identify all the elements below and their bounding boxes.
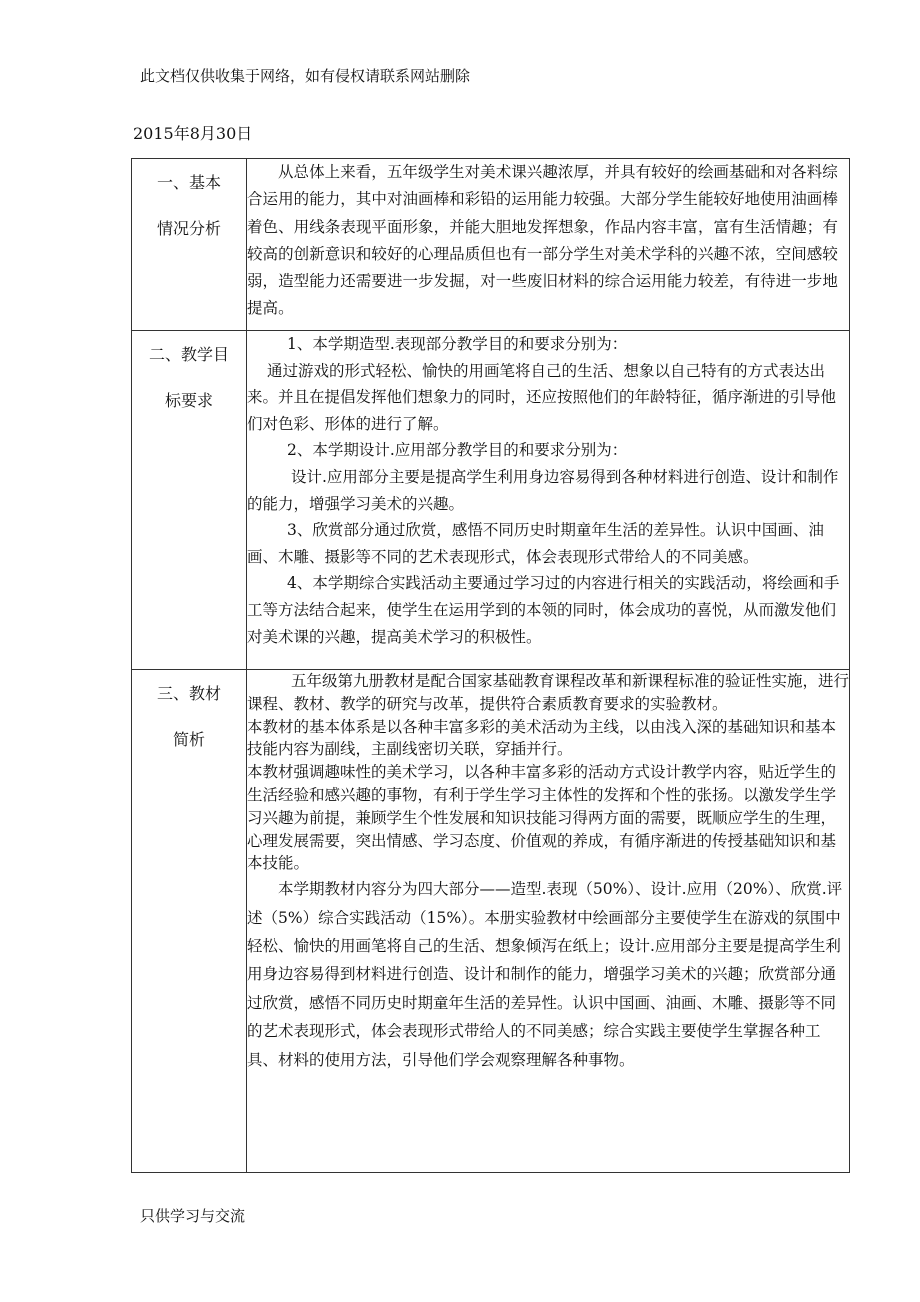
paragraph: 1、本学期造型.表现部分教学目的和要求分别为： bbox=[287, 335, 628, 353]
table-row-textbook-analysis bbox=[132, 670, 850, 1173]
row-content-textbook-analysis bbox=[247, 670, 850, 1173]
paragraph: 五年级第九册教材是配合国家基础教育课程改革和新课程标准的验证性实施，进行课程、教材、教学的研究与改革，提供符合素质教育要求的实验教材。 bbox=[247, 672, 850, 713]
row-content-teaching-goals bbox=[247, 331, 850, 670]
footer-note: 只供学习与交流 bbox=[140, 1207, 246, 1225]
row-content-basic-situation bbox=[247, 159, 850, 331]
table-row-basic-situation bbox=[132, 159, 850, 331]
paragraph: 本学期教材内容分为四大部分——造型.表现（50%）、设计.应用（20%）、欣赏.评述（5%）综合实践活动（15%）。本册实验教材中绘画部分主要使学生在游戏的氛围中轻松、愉快的用画笔将自己的生活、想象倾泻在纸上；设计.应用部分主要是提高学生利用身边容易得到材料进行创造、设计和制作的能力，增强学习美术的兴趣；欣赏部分通过欣赏，感悟不同历史时期童年生活的差异性。认识中国画、油画、木雕、摄影等不同的艺术表现形式，体会表现形式带给人的不同美感；综合实践主要使学生掌握各种工具、材料的使用方法，引导他们学会观察理解各种事物。 bbox=[247, 880, 843, 1069]
row-label-line1: 二、教学目 bbox=[148, 345, 229, 364]
row-label-basic-situation bbox=[132, 159, 247, 331]
row-label-line2: 简析 bbox=[172, 730, 205, 749]
paragraph: 4、本学期综合实践活动主要通过学习过的内容进行相关的实践活动，将绘画和手工等方法结合起来，使学生在运用学到的本领的同时，体会成功的喜悦，从而激发他们对美术课的兴趣，提高美术学习的积极性。 bbox=[247, 574, 840, 646]
teaching-plan-table bbox=[131, 158, 850, 1173]
row-label-line1: 三、教材 bbox=[156, 684, 221, 703]
paragraph: 3、欣赏部分通过欣赏，感悟不同历史时期童年生活的差异性。认识中国画、油画、木雕、摄影等不同的艺术表现形式，体会表现形式带给人的不同美感。 bbox=[247, 521, 824, 566]
paragraph: 本教材的基本体系是以各种丰富多彩的美术活动为主线，以由浅入深的基础知识和基本技能内容为副线，主副线密切关联，穿插并行。 bbox=[247, 717, 837, 759]
row-label-line2: 情况分析 bbox=[156, 219, 221, 238]
paragraph: 2、本学期设计.应用部分教学目的和要求分别为： bbox=[287, 441, 628, 460]
document-date: 2015年8月30日 bbox=[133, 124, 253, 143]
table-row-teaching-goals bbox=[132, 331, 850, 670]
paragraph: 从总体上来看，五年级学生对美术课兴趣浓厚，并具有较好的绘画基础和对各料综合运用的能力，其中对油画棒和彩铅的运用能力较强。大部分学生能较好地使用油画棒着色、用线条表现平面形象，并能大胆地发挥想象，作品内容丰富，富有生活情趣；有较高的创新意识和较好的心理品质但也有一部分学生对美术学科的兴趣不浓，空间感较弱，造型能力还需要进一步发掘，对一些废旧材料的综合运用能力较差，有待进一步地提高。 bbox=[247, 163, 838, 318]
paragraph: 通过游戏的形式轻松、愉快的用画笔将自己的生活、想象以自己特有的方式表达出来。并且在提倡发挥他们想象力的同时，还应按照他们的年龄特征，循序渐进的引导他们对色彩、形体的进行了解。 bbox=[247, 361, 837, 433]
row-label-teaching-goals bbox=[132, 331, 247, 670]
header-disclaimer: 此文档仅供收集于网络，如有侵权请联系网站删除 bbox=[140, 67, 471, 85]
paragraph: 设计.应用部分主要是提高学生利用身边容易得到各种材料进行创造、设计和制作的能力，增强学习美术的兴趣。 bbox=[247, 467, 839, 513]
row-label-textbook-analysis bbox=[132, 670, 247, 1173]
paragraph: 本教材强调趣味性的美术学习，以各种丰富多彩的活动方式设计教学内容，贴近学生的生活经验和感兴趣的事物，有利于学生学习主体性的发挥和个性的张扬。以激发学生学习兴趣为前提，兼顾学生个性发展和知识技能习得两方面的需要，既顺应学生的生理，心理发展需要，突出情感、学习态度、价值观的养成，有循序渐进的传授基础知识和基本技能。 bbox=[247, 763, 837, 873]
row-label-line1: 一、基本 bbox=[156, 173, 221, 192]
row-label-line2: 标要求 bbox=[164, 391, 213, 410]
